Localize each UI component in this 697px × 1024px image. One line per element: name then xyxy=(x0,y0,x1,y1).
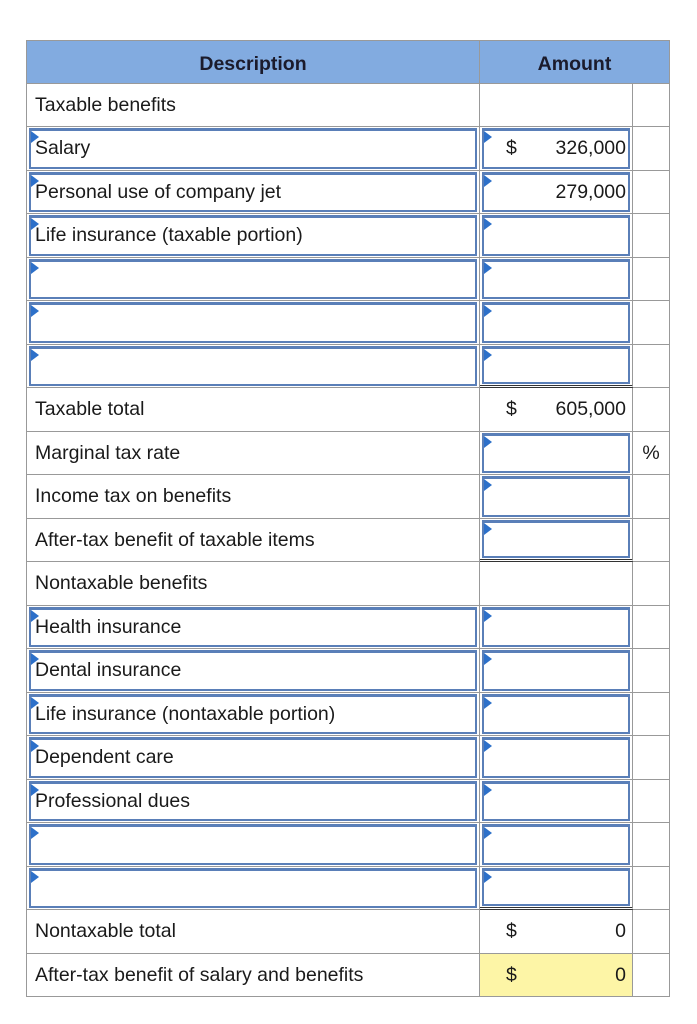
amount-input[interactable] xyxy=(482,868,630,907)
description-cell xyxy=(26,301,480,345)
amount-value: 326,000 xyxy=(555,137,626,159)
dropdown-marker-icon xyxy=(484,218,492,230)
table-row xyxy=(26,301,670,345)
amount-input[interactable] xyxy=(482,650,630,691)
description-cell xyxy=(26,780,480,824)
amount-input[interactable] xyxy=(482,520,630,559)
unit-cell xyxy=(633,780,670,824)
amount-value: 0 xyxy=(615,963,626,986)
row-label: Life insurance (nontaxable portion) xyxy=(35,702,336,725)
amount-input[interactable] xyxy=(482,737,630,778)
description-cell xyxy=(26,693,480,737)
row-label: Income tax on benefits xyxy=(35,485,232,507)
dropdown-marker-icon xyxy=(31,349,39,361)
unit-cell xyxy=(633,867,670,911)
table-row xyxy=(26,519,670,563)
amount-input[interactable] xyxy=(482,694,630,735)
row-label: Nontaxable total xyxy=(35,920,176,942)
table-row xyxy=(26,345,670,389)
amount-input[interactable] xyxy=(482,607,630,648)
total-amount-cell xyxy=(480,954,633,998)
row-label: Dental insurance xyxy=(35,659,182,681)
unit-cell xyxy=(633,345,670,389)
amount-input[interactable] xyxy=(482,259,630,300)
unit-cell xyxy=(633,258,670,302)
amount-cell xyxy=(480,432,633,476)
amount-cell xyxy=(480,910,633,954)
row-label: Salary xyxy=(35,137,91,159)
amount-input[interactable] xyxy=(482,781,630,822)
amount-input[interactable] xyxy=(482,346,630,385)
description-cell xyxy=(26,432,480,476)
amount-input[interactable] xyxy=(482,215,630,256)
description-cell xyxy=(26,214,480,258)
amount-cell xyxy=(480,214,633,258)
dollar-sign: $ xyxy=(506,963,517,986)
table-row xyxy=(26,693,670,737)
dropdown-marker-icon xyxy=(484,827,492,839)
row-label: After-tax benefit of salary and benefits xyxy=(35,963,364,986)
unit-cell xyxy=(633,432,670,476)
description-cell xyxy=(26,258,480,302)
amount-cell xyxy=(480,649,633,693)
dropdown-marker-icon xyxy=(484,784,492,796)
dropdown-marker-icon xyxy=(484,305,492,317)
row-label: Professional dues xyxy=(35,789,191,812)
row-label: Personal use of company jet xyxy=(35,180,282,203)
amount-cell xyxy=(480,736,633,780)
amount-cell xyxy=(480,780,633,824)
row-label: Taxable total xyxy=(35,398,145,420)
description-cell xyxy=(26,606,480,650)
description-input[interactable] xyxy=(29,824,477,865)
amount-cell xyxy=(480,562,633,606)
dropdown-marker-icon xyxy=(484,697,492,709)
table-row xyxy=(26,606,670,650)
dollar-sign: $ xyxy=(506,137,517,159)
amount-value: 605,000 xyxy=(555,398,626,420)
amount-cell xyxy=(480,519,633,563)
table-row xyxy=(26,258,670,302)
dropdown-marker-icon xyxy=(484,871,492,883)
description-cell xyxy=(26,519,480,563)
table-header xyxy=(26,40,670,84)
description-cell xyxy=(26,954,480,998)
dropdown-marker-icon xyxy=(31,305,39,317)
description-header xyxy=(26,40,480,84)
unit-cell xyxy=(633,606,670,650)
description-cell xyxy=(26,388,480,432)
description-cell xyxy=(26,127,480,171)
amount-cell xyxy=(480,258,633,302)
table-row xyxy=(26,910,670,954)
unit-cell xyxy=(633,301,670,345)
unit-cell xyxy=(633,388,670,432)
table-row xyxy=(26,475,670,519)
dropdown-marker-icon xyxy=(484,479,492,491)
unit-cell xyxy=(633,84,670,128)
table-row xyxy=(26,736,670,780)
unit-cell xyxy=(633,649,670,693)
unit-cell xyxy=(633,214,670,258)
unit-cell xyxy=(633,736,670,780)
dropdown-marker-icon xyxy=(31,871,39,883)
unit-cell xyxy=(633,954,670,998)
dropdown-marker-icon xyxy=(484,740,492,752)
table-row xyxy=(26,84,670,128)
dropdown-marker-icon xyxy=(31,262,39,274)
amount-cell xyxy=(480,84,633,128)
amount-header-label: Amount xyxy=(537,53,612,75)
description-cell xyxy=(26,910,480,954)
dropdown-marker-icon xyxy=(484,262,492,274)
description-cell xyxy=(26,562,480,606)
description-cell xyxy=(26,475,480,519)
amount-cell xyxy=(480,171,633,215)
amount-cell xyxy=(480,127,633,171)
dropdown-marker-icon xyxy=(484,610,492,622)
table-row xyxy=(26,388,670,432)
table-row xyxy=(26,823,670,867)
unit-cell xyxy=(633,171,670,215)
row-label: Health insurance xyxy=(35,615,182,638)
description-input[interactable] xyxy=(29,259,477,300)
percent-unit: % xyxy=(642,441,660,464)
amount-header xyxy=(480,40,670,84)
dropdown-marker-icon xyxy=(484,349,492,361)
description-cell xyxy=(26,84,480,128)
unit-cell xyxy=(633,519,670,563)
dollar-sign: $ xyxy=(506,398,517,420)
table-row xyxy=(26,780,670,824)
amount-cell xyxy=(480,345,633,389)
dropdown-marker-icon xyxy=(31,827,39,839)
table-row xyxy=(26,954,670,998)
unit-cell xyxy=(633,127,670,171)
dropdown-marker-icon xyxy=(484,436,492,448)
description-input[interactable] xyxy=(29,128,477,169)
unit-cell xyxy=(633,693,670,737)
amount-cell xyxy=(480,301,633,345)
amount-input[interactable] xyxy=(482,824,630,865)
dropdown-marker-icon xyxy=(484,653,492,665)
benefits-table xyxy=(26,40,670,997)
dropdown-marker-icon xyxy=(484,131,492,143)
description-cell xyxy=(26,867,480,911)
table-row xyxy=(26,127,670,171)
amount-cell xyxy=(480,823,633,867)
unit-cell xyxy=(633,475,670,519)
unit-cell xyxy=(633,910,670,954)
row-label: Taxable benefits xyxy=(35,93,176,116)
dollar-sign: $ xyxy=(506,920,517,942)
description-header-label: Description xyxy=(199,53,307,75)
table-row xyxy=(26,171,670,215)
table-row xyxy=(26,649,670,693)
amount-cell xyxy=(480,388,633,432)
description-cell xyxy=(26,823,480,867)
amount-value: 279,000 xyxy=(555,180,626,203)
description-cell xyxy=(26,345,480,389)
amount-cell xyxy=(480,693,633,737)
amount-cell xyxy=(480,867,633,911)
description-cell xyxy=(26,171,480,215)
description-input[interactable] xyxy=(29,868,477,909)
table-row xyxy=(26,432,670,476)
dropdown-marker-icon xyxy=(484,175,492,187)
amount-cell xyxy=(480,606,633,650)
amount-value: 0 xyxy=(615,920,626,942)
tax-rate-input[interactable] xyxy=(482,433,630,474)
table-row xyxy=(26,562,670,606)
row-label: Nontaxable benefits xyxy=(35,572,208,594)
row-label: After-tax benefit of taxable items xyxy=(35,528,315,551)
description-input[interactable] xyxy=(29,302,477,343)
amount-input[interactable] xyxy=(482,302,630,343)
table-row xyxy=(26,867,670,911)
row-label: Dependent care xyxy=(35,746,174,768)
unit-cell xyxy=(633,562,670,606)
description-cell xyxy=(26,736,480,780)
amount-input[interactable] xyxy=(482,476,630,517)
row-label: Marginal tax rate xyxy=(35,441,181,464)
table-row xyxy=(26,214,670,258)
description-cell xyxy=(26,649,480,693)
row-label: Life insurance (taxable portion) xyxy=(35,224,303,246)
description-input[interactable] xyxy=(29,346,477,387)
dropdown-marker-icon xyxy=(484,523,492,535)
unit-cell xyxy=(633,823,670,867)
amount-cell xyxy=(480,475,633,519)
